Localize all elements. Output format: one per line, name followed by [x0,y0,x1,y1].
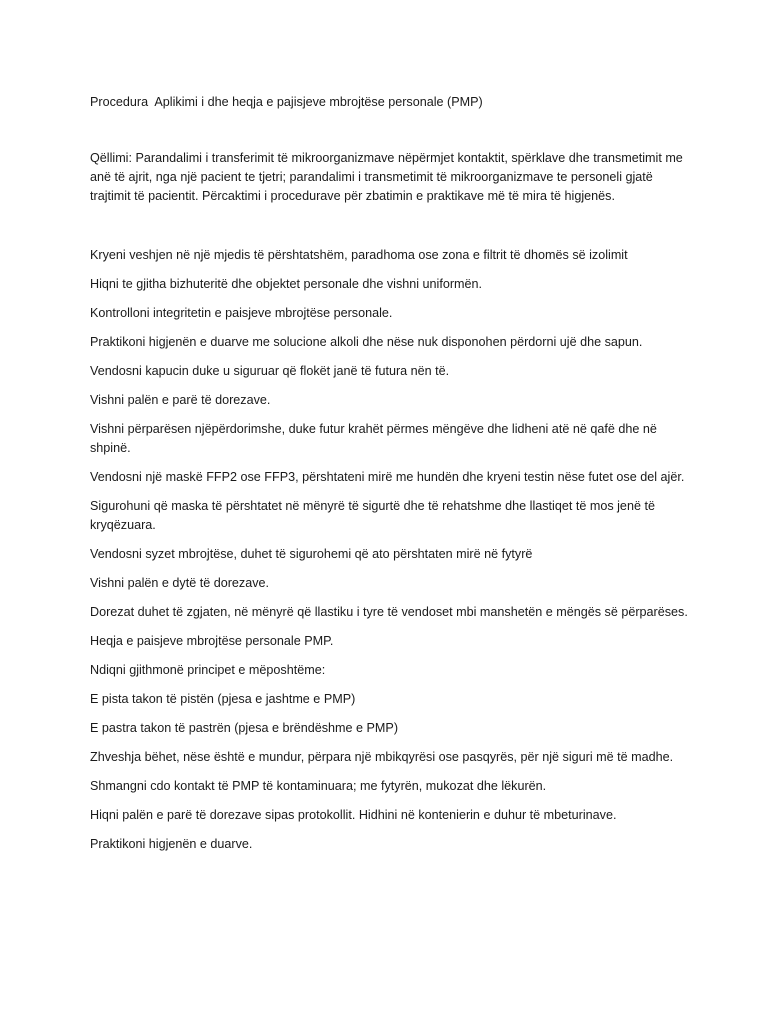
step-paragraph: E pastra takon të pastrën (pjesa e brëndëshme e PMP) [90,721,399,735]
step-paragraph: Vendosni kapucin duke u siguruar që flokët janë të futura nën të. [90,364,450,378]
step-paragraph: Sigurohuni që maska të përshtatet në mënyrë të sigurtë dhe të rehatshme dhe llastiqet të mos jenë të kryqëzuara. [90,499,655,532]
step-paragraph: Kryeni veshjen në një mjedis të përshtatshëm, paradhoma ose zona e filtrit të dhomës së izolimit [90,248,628,262]
step-paragraph: Vendosni syzet mbrojtëse, duhet të sigurohemi që ato përshtaten mirë në fytyrë [90,547,533,561]
step-paragraph: Vishni përparësen njëpërdorimshe, duke futur krahët përmes mëngëve dhe lidheni atë në qafë dhe në shpinë. [90,422,657,455]
purpose-paragraph: Qëllimi: Parandalimi i transferimit të mikroorganizmave nëpërmjet kontaktit, spërklave dhe transmetimit me anë të ajrit, nga një pacient te tjetri; parandalimi i transmetimit të mikroorganizmave te personeli gjatë trajtimit të pacientit. Përcaktimi i procedurave për zbatimin e praktikave më të mira të higjenës. [90,151,683,203]
step-paragraph: Shmangni cdo kontakt të PMP të kontaminuara; me fytyrën, mukozat dhe lëkurën. [90,779,547,793]
step-paragraph: Hiqni palën e parë të dorezave sipas protokollit. Hidhini në kontenierin e duhur të mbeturinave. [90,808,617,822]
section-heading: Heqja e paisjeve mbrojtëse personale PMP. [90,634,334,648]
step-paragraph: Vendosni një maskë FFP2 ose FFP3, përshtateni mirë me hundën dhe kryeni testin nëse futet ose del ajër. [90,470,685,484]
step-paragraph: Praktikoni higjenën e duarve. [90,837,253,851]
step-paragraph: Ndiqni gjithmonë principet e mëposhtëme: [90,663,326,677]
step-paragraph: Hiqni te gjitha bizhuteritë dhe objektet personale dhe vishni uniformën. [90,277,483,291]
step-paragraph: Vishni palën e dytë të dorezave. [90,576,269,590]
step-paragraph: E pista takon të pistën (pjesa e jashtme e PMP) [90,692,356,706]
step-paragraph: Praktikoni higjenën e duarve me solucione alkoli dhe nëse nuk disponohen përdorni ujë dhe sapun. [90,335,643,349]
step-paragraph: Kontrolloni integritetin e paisjeve mbrojtëse personale. [90,306,393,320]
step-paragraph: Dorezat duhet të zgjaten, në mënyrë që llastiku i tyre të vendoset mbi manshetën e mëngës së përparëses. [90,605,688,619]
document-title: Procedura Aplikimi i dhe heqja e pajisjeve mbrojtëse personale (PMP) [90,95,483,109]
step-paragraph: Zhveshja bëhet, nëse është e mundur, përpara një mbikqyrësi ose pasqyrës, për një siguri më të madhe. [90,750,674,764]
step-paragraph: Vishni palën e parë të dorezave. [90,393,271,407]
document-body [90,93,690,864]
